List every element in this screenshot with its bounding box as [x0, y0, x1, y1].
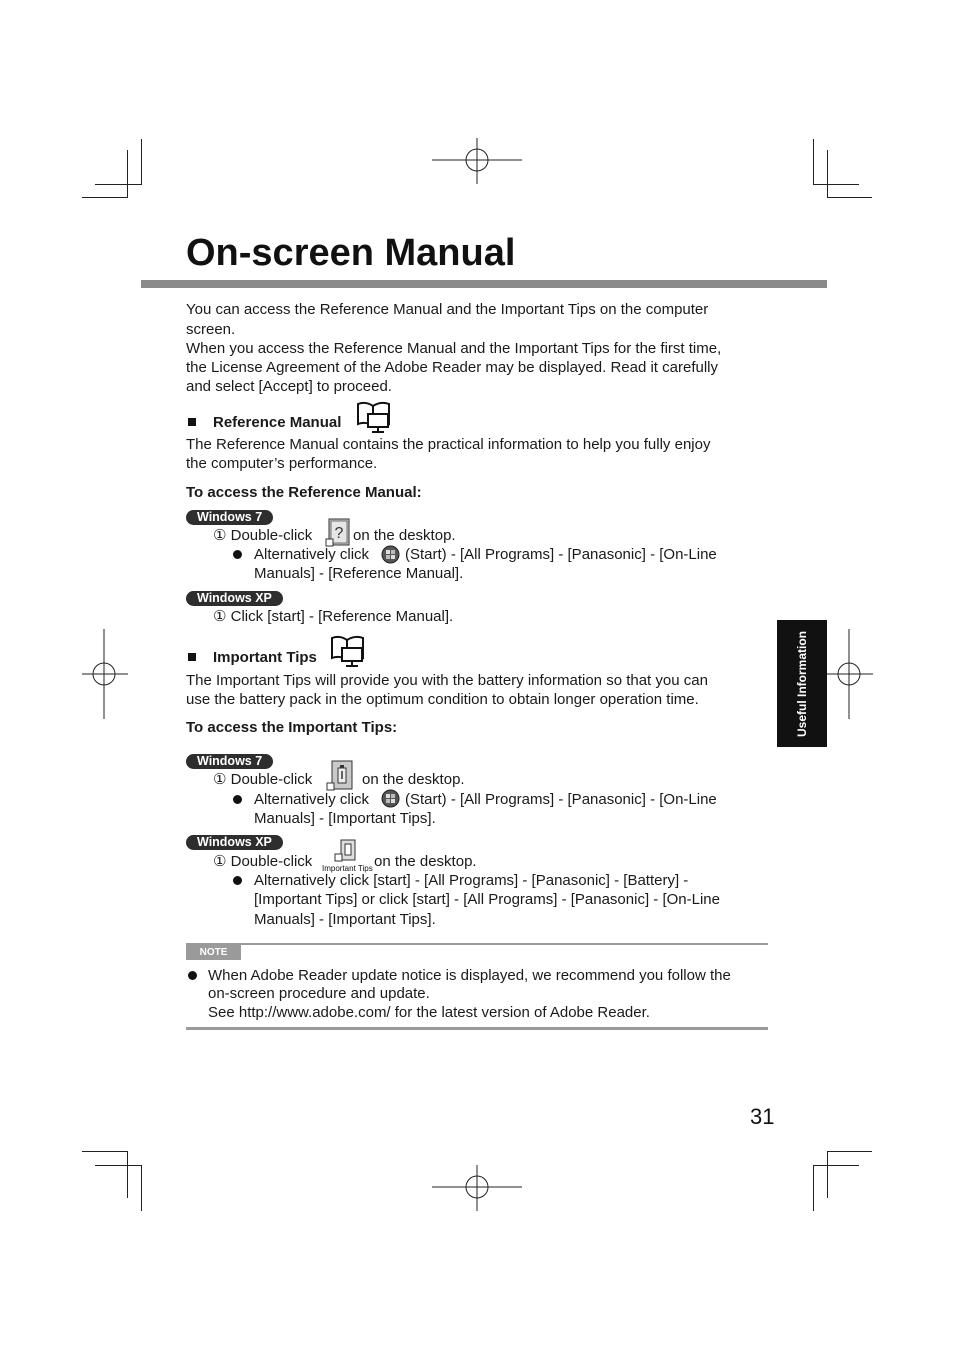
- crop-mark: [827, 1152, 828, 1198]
- important-tips-desktop-icon: [326, 759, 354, 791]
- windows7-badge: Windows 7: [186, 510, 273, 525]
- windowsxp-badge: Windows XP: [186, 835, 283, 850]
- crop-mark: [127, 1152, 128, 1198]
- manual-book-icon: [354, 400, 394, 434]
- tips-heading: Important Tips: [213, 649, 317, 666]
- reference-access-heading: To access the Reference Manual:: [186, 484, 422, 501]
- step-text: Manuals] - [Important Tips].: [254, 911, 436, 928]
- intro-line: When you access the Reference Manual and the Important Tips for the first time,: [186, 340, 722, 357]
- manual-book-icon: [328, 634, 368, 668]
- note-text: When Adobe Reader update notice is displayed, we recommend you follow the: [208, 967, 731, 984]
- intro-line: and select [Accept] to proceed.: [186, 378, 392, 395]
- step-text: ① Double-click: [213, 853, 313, 870]
- side-tab-useful-information: [777, 620, 827, 747]
- step-text: on the desktop.: [374, 853, 477, 870]
- note-bottom-rule: [186, 1027, 768, 1030]
- page-title: On-screen Manual: [186, 232, 516, 274]
- crop-mark: [813, 139, 814, 185]
- step-text: Alternatively click: [254, 546, 370, 563]
- crop-mark: [141, 139, 142, 185]
- windowsxp-badge: Windows XP: [186, 591, 283, 606]
- tips-description: use the battery pack in the optimum condition to obtain longer operation time.: [186, 691, 699, 708]
- registration-mark-left: [82, 629, 128, 719]
- crop-mark: [813, 184, 859, 185]
- windows7-badge: Windows 7: [186, 754, 273, 769]
- list-bullet: [233, 550, 242, 559]
- reference-manual-desktop-icon: [325, 517, 351, 547]
- important-tips-icon-caption: Important Tips: [322, 864, 373, 873]
- crop-mark: [827, 1151, 872, 1152]
- note-label: NOTE: [186, 945, 241, 960]
- crop-mark: [813, 1165, 859, 1166]
- reference-description: The Reference Manual contains the practical information to help you fully enjoy: [186, 436, 711, 453]
- reference-description: the computer’s performance.: [186, 455, 378, 472]
- step-text: Alternatively click [start] - [All Programs] - [Panasonic] - [Battery] -: [254, 872, 689, 889]
- crop-mark: [813, 1165, 814, 1211]
- crop-mark: [141, 1165, 142, 1211]
- tips-description: The Important Tips will provide you with the battery information so that you can: [186, 672, 708, 689]
- side-tab-label: Useful Information: [795, 630, 809, 737]
- step-text: [Important Tips] or click [start] - [All Programs] - [Panasonic] - [On-Line: [254, 891, 720, 908]
- crop-mark: [95, 1165, 142, 1166]
- step-text: ① Double-click: [213, 771, 313, 788]
- list-bullet: [233, 876, 242, 885]
- reference-heading: Reference Manual: [213, 414, 342, 431]
- crop-mark: [827, 150, 828, 197]
- note-top-rule: [186, 943, 768, 945]
- title-underline-bar: [141, 280, 827, 288]
- registration-mark-bottom: [432, 1165, 522, 1211]
- step-text: Manuals] - [Important Tips].: [254, 810, 436, 827]
- intro-line: screen.: [186, 321, 236, 338]
- list-bullet: [188, 971, 197, 980]
- crop-mark: [82, 197, 128, 198]
- registration-mark-right: [827, 629, 873, 719]
- crop-mark: [95, 184, 142, 185]
- step-text: on the desktop.: [353, 527, 456, 544]
- windows-start-orb-icon: [381, 789, 400, 808]
- step-text: on the desktop.: [362, 771, 465, 788]
- step-text: ① Click [start] - [Reference Manual].: [213, 608, 454, 625]
- important-tips-xp-icon: [334, 839, 358, 865]
- step-text: (Start) - [All Programs] - [Panasonic] - [On-Line: [405, 546, 717, 563]
- page-number: 31: [750, 1104, 775, 1129]
- registration-mark-top: [432, 138, 522, 184]
- crop-mark: [82, 1151, 128, 1152]
- section-bullet: [188, 418, 196, 426]
- note-text: on-screen procedure and update.: [208, 985, 430, 1002]
- tips-access-heading: To access the Important Tips:: [186, 719, 398, 736]
- list-bullet: [233, 795, 242, 804]
- crop-mark: [827, 197, 872, 198]
- section-bullet: [188, 653, 196, 661]
- step-text: (Start) - [All Programs] - [Panasonic] - [On-Line: [405, 791, 717, 808]
- crop-mark: [127, 150, 128, 197]
- svg-text:?: ?: [334, 525, 344, 542]
- intro-line: You can access the Reference Manual and the Important Tips on the computer: [186, 301, 709, 318]
- step-text: Alternatively click: [254, 791, 370, 808]
- intro-line: the License Agreement of the Adobe Reader may be displayed. Read it carefully: [186, 359, 718, 376]
- note-text: See http://www.adobe.com/ for the latest version of Adobe Reader.: [208, 1004, 650, 1021]
- step-text: Manuals] - [Reference Manual].: [254, 565, 464, 582]
- step-text: ① Double-click: [213, 527, 313, 544]
- windows-start-orb-icon: [381, 545, 400, 564]
